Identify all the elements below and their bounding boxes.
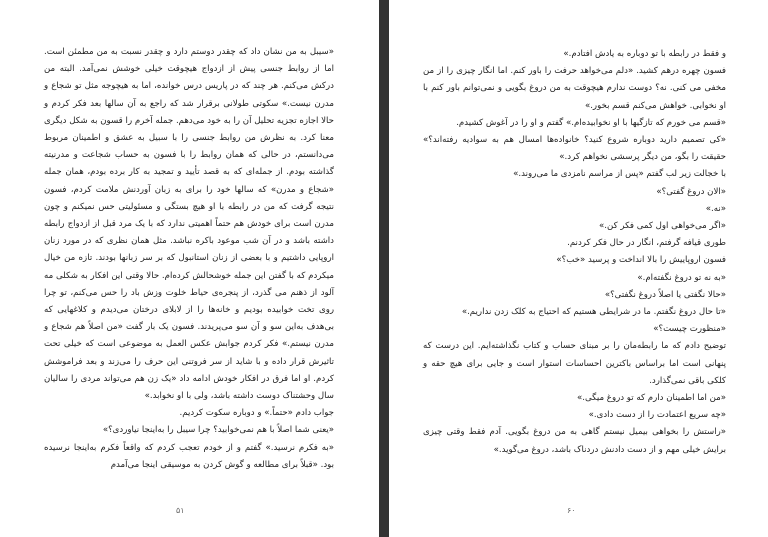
paragraph: «راستش را بخواهی بیمیل نیستم گاهی به من دروغ بگویی. آدم فقط وقتی چیزی برایش خیلی مهم و از دست دادنش دردناک باشد، دروغ می‌گوید.» — [423, 427, 726, 455]
paragraph: «تا حال دروغ نگفتم. ما در شرایطی هستیم که احتیاج به کلک زدن نداریم.» — [461, 307, 726, 318]
paragraph: و فقط در رابطه با تو دوباره به یادش افتادم.» — [563, 49, 726, 59]
paragraph: «منظورت چیست؟» — [653, 324, 726, 335]
paragraph: طوری قیافه گرفتم، انگار در حال فکر کردنم. — [567, 238, 726, 249]
right-page — [389, 0, 768, 537]
paragraph: «نه.» — [705, 203, 726, 214]
paragraph: «قسم می خورم که تازگیها با او نخوابیده‌ام.» گفتم و او را در آغوش کشیدم. — [456, 117, 726, 128]
paragraph: «کی تصمیم دارید دوباره شروع کنید؟ خانواده‌ها امسال هم به سوادیه رفته‌اند؟» حقیقت را بگو، من دیگر پرسشی نخواهم کرد.» — [423, 135, 726, 163]
paragraph: توضیح دادم که ما رابطه‌مان را بر مبنای حساب و کتاب نگذاشته‌ایم. این درست که پنهانی است اما براساس باکترین احساسات استوار است و جایی برای هیچ حقه و کلکی باقی نمی‌گذارد. — [423, 341, 726, 386]
left-page — [0, 0, 379, 537]
paragraph: «حالا نگفتی یا اصلاً دروغ نگفتی؟» — [604, 289, 726, 300]
paragraph: با خجالت زیر لب گفتم «پس از مراسم نامزدی ما می‌روند.» — [513, 169, 726, 180]
paragraph: «من اما اطمینان دارم که تو دروغ میگی.» — [576, 393, 726, 404]
paragraph: «اگر می‌خواهی اول کمی فکر کن.» — [599, 221, 726, 232]
page-number: ۵۱ — [176, 506, 185, 515]
paragraph: جواب دادم «حتماً.» و دوباره سکوت کردیم. — [179, 408, 334, 419]
left-page-text — [44, 44, 334, 474]
paragraph: «سیبل به من نشان داد که چقدر دوستم دارد و چقدر نسبت به من مطمئن است. اما از روابط جنسی پیش از ازدواج هیچوقت خیلی خوشش نمی‌آمد. البته من درکش می‌کنم. هر چند که در پاریس درس خوانده، اما به هیچوجه مثل تو شجاع و مدرن نیست.» سکوتی طولانی برقرار شد که راجع به آن سالها بعد فکر کردم و حالا اجازه تجزیه تحلیل آن را به خود می‌دهم. جمله آخرم را قسون به شکل دیگری معنا کرد. به نظرش من روابط جنسی را با سبیل به عشق و اطمینان مربوط می‌دانستم، در حالی که همان روابط را با فسون به حساب شجاعت و مدرنیته گذاشته بودم. از جمله‌ای که به قصد تأیید و تمجید به کار برده بودم، همان جمله «شجاع و مدرن» که سالها خود را برای به زبان آوردنش ملامت کردم، فسون نتیجه گرفت که من در رابطه با او هیچ بستگی و مسئولیتی حس نمیکنم و چون مدرن است برای خودش هم حتماً اهمیتی ندارد که با یک مرد قبل از ازدواج رابطه داشته باشد و در آن شب موعود باکره نباشد. مثل همان نظری که در مورد زنان اروپایی داشتیم و با بعضی از زنان استانبول که بر سر زبانها بودند. تازه من خیال میکردم که با گفتن این جمله خوشحالش کرده‌ام. حالا وقتی این افکار به شکلی مه آلود از ذهنم می گذرد، از پنجره‌ی حیاط خلوت وزش باد را حس می‌کنم، تو چرا روی تخت خوابیده بودیم و خانه‌ها را از لابلای درختان می‌دیدم و کلاغهایی که بی‌هدف به‌این سو و آن سو می‌پریدند. فسون یک بار گفت «من اصلاً هم شجاع و مدرن نیستم.» فکر کردم جوابش عکس العمل به موضوعی است که خیلی تحت تاثیرش قرار داده و با شاید از سر فروتنی این حرف را می‌زند و بعد فراموشش کردم. او اما فرق در افکار خودش ادامه داد «یک زن هم می‌تواند مردی را سالیان سال وحشتناک دوست داشته باشد، ولی با او نخوابد.» — [44, 47, 334, 402]
paragraph: «به نه تو دروغ نگفته‌ام.» — [637, 272, 726, 283]
paragraph: فسون چهره درهم کشید. «دلم می‌خواهد حرفت را باور کنم. اما انگار چیزی را از من مخفی می کنی. نه؟ دوست ندارم هیچوقت به من دروغ بگویی و نمی‌توانم باور کنم با او نخوابی. خواهش می‌کنم قسم بخور.» — [423, 66, 726, 111]
right-page-text — [423, 46, 726, 459]
paragraph: «چه سریع اعتمادت را از دست دادی.» — [588, 410, 726, 421]
page-number: ۶۰ — [567, 506, 576, 515]
paragraph: «الان دروغ گفتی؟» — [656, 186, 726, 197]
paragraph: «یعنی شما اصلاً با هم نمی‌خوابید؟ چرا سیبل را به‌اینجا نیاوردی؟» — [102, 425, 334, 436]
paragraph: فسون اروپاییش را بالا انداخت و پرسید «خب؟» — [556, 255, 726, 266]
book-gutter — [379, 0, 389, 537]
paragraph: «به فکرم نرسید.» گفتم و از خودم تعجب کردم که واقعاً فکرم به‌اینجا نرسیده بود. «قبلاً برای مطالعه و گوش کردن به موسیقی اینجا می‌آمدم — [44, 442, 334, 470]
